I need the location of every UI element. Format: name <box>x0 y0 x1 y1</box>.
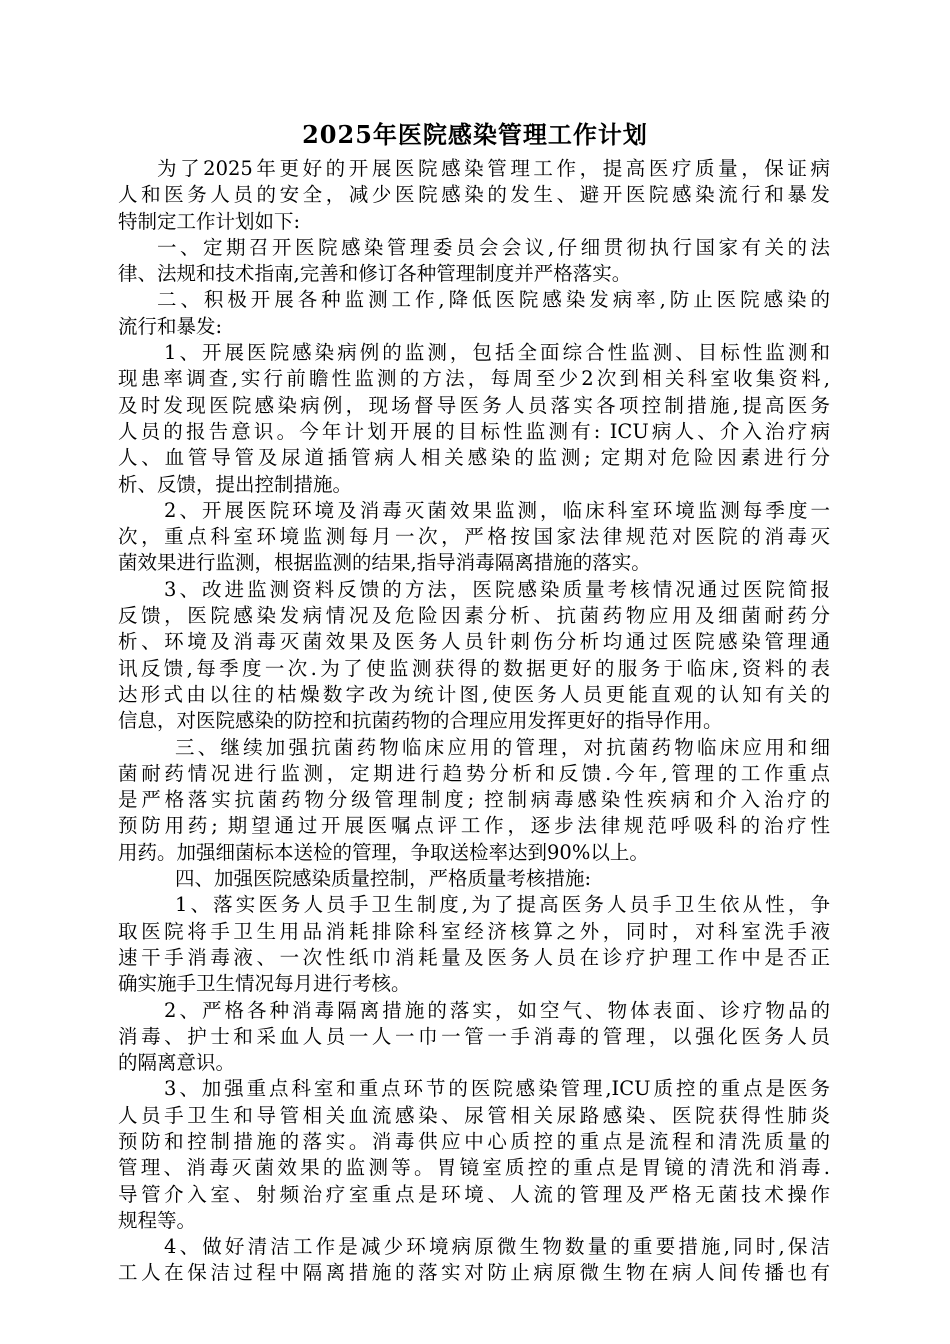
paragraph-line: 规程等。 <box>118 1208 197 1232</box>
paragraph-line: 及时发现医院感染病例，现场督导医务人员落实各项控制措施,提高医务 <box>118 393 830 417</box>
paragraph-line: 导管介入室、射频治疗室重点是环境、人流的管理及严格无菌技术操作 <box>118 1182 830 1206</box>
paragraph-line: 人、血管导管及尿道插管病人相关感染的监测; 定期对危险因素进行分 <box>118 446 830 470</box>
paragraph-line: 的隔离意识。 <box>118 1051 236 1075</box>
paragraph-line: 速干手消毒液、一次性纸巾消耗量及医务人员在诊疗护理工作中是否正 <box>118 945 830 969</box>
paragraph-line: 预防和控制措施的落实。消毒供应中心质控的重点是流程和清洗质量的 <box>118 1129 830 1153</box>
paragraph-line: 析、反馈，提出控制措施。 <box>118 472 353 496</box>
document-body <box>118 156 830 1287</box>
paragraph-line: 特制定工作计划如下: <box>118 209 301 233</box>
paragraph-line: 消毒、护士和采血人员一人一巾一管一手消毒的管理，以强化医务人员 <box>118 1024 830 1048</box>
document-title: 2025年医院感染管理工作计划 <box>302 120 648 149</box>
paragraph-line: 管理、消毒灭菌效果的监测等。胃镜室质控的重点是胃镜的清洗和消毒. <box>118 1156 830 1180</box>
paragraph-line: 4、做好清洁工作是减少环境病原微生物数量的重要措施,同时,保洁 <box>164 1235 830 1259</box>
paragraph-line: 用药。加强细菌标本送检的管理，争取送检率达到90%以上。 <box>118 840 649 864</box>
paragraph-line: 菌效果进行监测，根据监测的结果,指导消毒隔离措施的落实。 <box>118 551 651 575</box>
paragraph-line: 流行和暴发: <box>118 314 223 338</box>
paragraph-line: 次，重点科室环境监测每月一次，严格按国家法律规范对医院的消毒灭 <box>118 525 830 549</box>
paragraph-line: 3、改进监测资料反馈的方法，医院感染质量考核情况通过医院简报 <box>164 577 830 601</box>
paragraph-line: 2、严格各种消毒隔离措施的落实，如空气、物体表面、诊疗物品的 <box>164 998 830 1022</box>
paragraph-line: 工人在保洁过程中隔离措施的落实对防止病原微生物在病人间传播也有 <box>118 1261 830 1285</box>
paragraph-line: 反馈，医院感染发病情况及危险因素分析、抗菌药物应用及细菌耐药分 <box>118 604 830 628</box>
paragraph-line: 析、环境及消毒灭菌效果及医务人员针刺伤分析均通过医院感染管理通 <box>118 630 830 654</box>
paragraph-line: 1、开展医院感染病例的监测，包括全面综合性监测、目标性监测和 <box>164 341 830 365</box>
paragraph-line: 二、积极开展各种监测工作,降低医院感染发病率,防止医院感染的 <box>157 288 830 312</box>
paragraph-line: 达形式由以往的枯燥数字改为统计图,使医务人员更能直观的认知有关的 <box>118 682 830 706</box>
paragraph-line: 四、加强医院感染质量控制，严格质量考核措施: <box>175 867 592 891</box>
paragraph-line: 3、加强重点科室和重点环节的医院感染管理,ICU质控的重点是医务 <box>164 1077 830 1101</box>
paragraph-line: 取医院将手卫生用品消耗排除科室经济核算之外，同时，对科室洗手液 <box>118 919 830 943</box>
paragraph-line: 三、继续加强抗菌药物临床应用的管理，对抗菌药物临床应用和细 <box>175 735 830 759</box>
paragraph-line: 人员的报告意识。今年计划开展的目标性监测有: ICU病人、介入治疗病 <box>118 419 830 443</box>
paragraph-line: 是严格落实抗菌药物分级管理制度; 控制病毒感染性疾病和介入治疗的 <box>118 788 830 812</box>
paragraph-line: 2、开展医院环境及消毒灭菌效果监测，临床科室环境监测每季度一 <box>164 498 830 522</box>
paragraph-line: 预防用药; 期望通过开展医嘱点评工作，逐步法律规范呼吸科的治疗性 <box>118 814 830 838</box>
paragraph-line: 1、落实医务人员手卫生制度,为了提高医务人员手卫生依从性，争 <box>175 893 830 917</box>
paragraph-line: 确实施手卫生情况每月进行考核。 <box>118 972 411 996</box>
paragraph-line: 讯反馈,每季度一次.为了使监测获得的数据更好的服务于临床,资料的表 <box>118 656 830 680</box>
paragraph-line: 人员手卫生和导管相关血流感染、尿管相关尿路感染、医院获得性肺炎 <box>118 1103 830 1127</box>
paragraph-line: 为了2025年更好的开展医院感染管理工作，提高医疗质量，保证病 <box>157 157 830 180</box>
paragraph-line: 一、定期召开医院感染管理委员会会议,仔细贯彻执行国家有关的法 <box>157 235 830 259</box>
paragraph-line: 菌耐药情况进行监测，定期进行趋势分析和反馈.今年,管理的工作重点 <box>118 761 830 785</box>
paragraph-line: 律、法规和技术指南,完善和修订各种管理制度并严格落实。 <box>118 262 632 286</box>
paragraph-line: 现患率调查,实行前瞻性监测的方法，每周至少2次到相关科室收集资料, <box>118 367 830 391</box>
paragraph-line: 人和医务人员的安全，减少医院感染的发生、避开医院感染流行和暴发 <box>118 183 830 207</box>
paragraph-line: 信息，对医院感染的防控和抗菌药物的合理应用发挥更好的指导作用。 <box>118 709 723 733</box>
